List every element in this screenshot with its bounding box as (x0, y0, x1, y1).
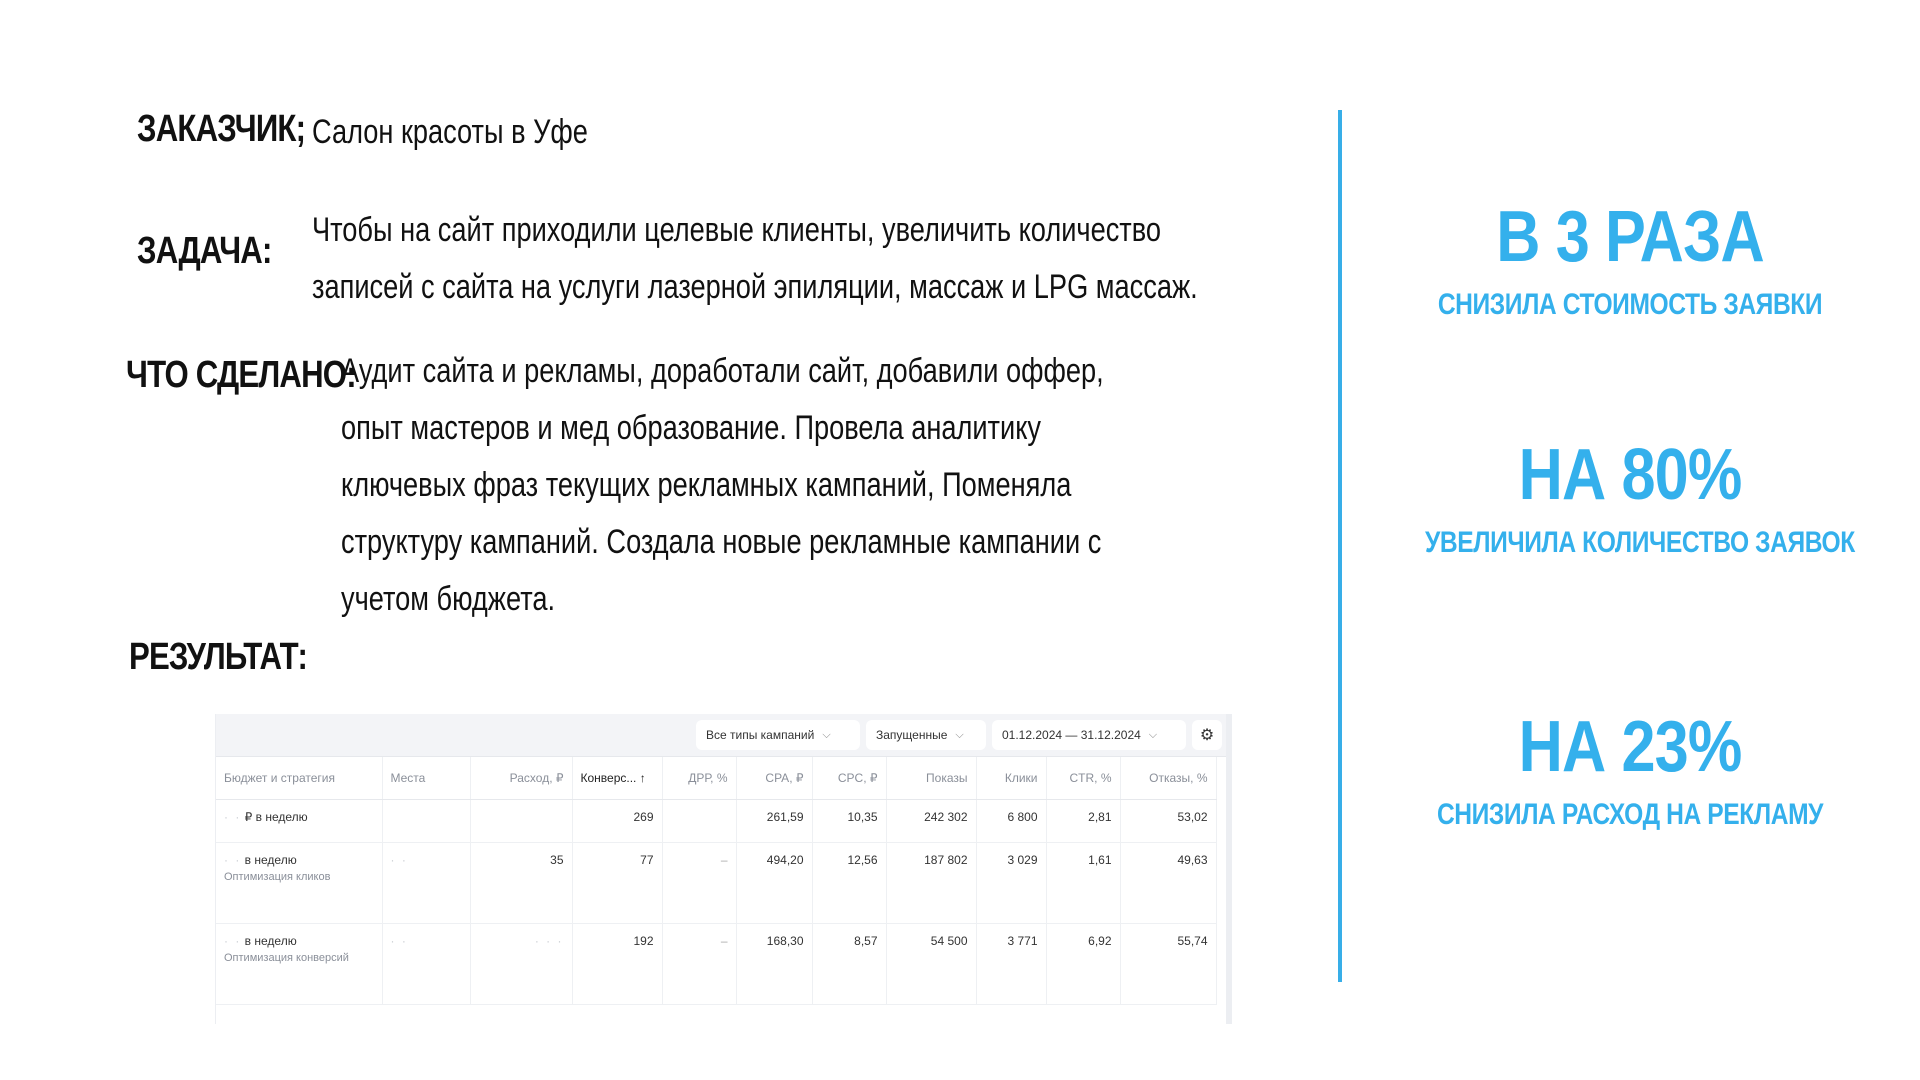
ctr-cell: 1,61 (1046, 843, 1120, 924)
budget-value: ₽ в неделю (244, 810, 308, 824)
result-label: РЕЗУЛЬТАТ: (129, 636, 308, 678)
col-header[interactable]: Расход, ₽ (470, 757, 572, 800)
col-header[interactable]: CPA, ₽ (736, 757, 812, 800)
places-cell (382, 843, 470, 924)
drr-cell: – (662, 843, 736, 924)
stat-value: НА 23% (1518, 707, 1742, 787)
col-header-label: Конверс... (580, 771, 637, 785)
status-select[interactable] (866, 720, 986, 750)
col-header[interactable]: Показы (886, 757, 976, 800)
bounce-cell: 53,02 (1120, 800, 1216, 843)
stat-block (1380, 706, 1880, 832)
table-toolbar (216, 714, 1226, 757)
client-label: ЗАКАЗЧИК; (137, 108, 306, 150)
stat-value: В 3 РАЗА (1496, 197, 1764, 277)
done-line: ключевых фраз текущих рекламных кампаний, Поменяла (341, 466, 1072, 504)
stat-caption: СНИЗИЛА СТОИМОСТЬ ЗАЯВКИ (1437, 288, 1823, 321)
redacted-text: · · (390, 934, 408, 948)
chevron-down-icon: ⌵ (1148, 728, 1158, 741)
budget-value: в неделю (244, 853, 297, 867)
conv-cell: 269 (572, 800, 662, 843)
task-line: Чтобы на сайт приходили целевые клиенты, увеличить количество (312, 211, 1162, 249)
budget-cell (216, 800, 382, 843)
bounce-cell: 49,63 (1120, 843, 1216, 924)
spend-cell (470, 924, 572, 1005)
col-header[interactable]: CPC, ₽ (812, 757, 886, 800)
col-header[interactable]: CTR, % (1046, 757, 1120, 800)
stat-value: НА 80% (1518, 435, 1742, 515)
redacted-text: · · (390, 853, 408, 867)
conv-cell: 77 (572, 843, 662, 924)
col-header[interactable]: ДРР, % (662, 757, 736, 800)
redacted-text: · · · (534, 934, 564, 948)
stat-block (1380, 434, 1880, 560)
campaign-stats-screenshot (215, 714, 1232, 1024)
redacted-text: · · (224, 853, 242, 867)
table-row[interactable] (216, 800, 1216, 843)
clicks-cell: 3 771 (976, 924, 1046, 1005)
drr-cell: – (662, 924, 736, 1005)
budget-cell (216, 924, 382, 1005)
cpc-cell: 10,35 (812, 800, 886, 843)
spend-cell (470, 800, 572, 843)
strategy-label: Оптимизация конверсий (224, 952, 349, 964)
places-cell (382, 800, 470, 843)
spend-cell: 35 (470, 843, 572, 924)
clicks-cell: 6 800 (976, 800, 1046, 843)
redacted-text: · · (224, 934, 242, 948)
strategy-label: Оптимизация кликов (224, 871, 331, 883)
done-label: ЧТО СДЕЛАНО: (126, 354, 356, 396)
table-row[interactable] (216, 924, 1216, 1005)
stat-caption: УВЕЛИЧИЛА КОЛИЧЕСТВО ЗАЯВОК (1425, 526, 1855, 559)
shows-cell: 54 500 (886, 924, 976, 1005)
budget-cell (216, 843, 382, 924)
task-line: записей с сайта на услуги лазерной эпиляции, массаж и LPG массаж. (312, 268, 1198, 306)
chevron-down-icon: ⌵ (822, 728, 831, 741)
chevron-down-icon: ⌵ (955, 728, 964, 741)
campaign-table (216, 757, 1217, 1005)
done-line: Аудит сайта и рекламы, доработали сайт, добавили оффер, (341, 352, 1104, 390)
bounce-cell: 55,74 (1120, 924, 1216, 1005)
client-text: Салон красоты в Уфе (312, 113, 588, 151)
cpc-cell: 12,56 (812, 843, 886, 924)
col-header-sorted[interactable] (572, 757, 662, 800)
shows-cell: 187 802 (886, 843, 976, 924)
col-header[interactable]: Отказы, % (1120, 757, 1216, 800)
col-header[interactable]: Клики (976, 757, 1046, 800)
cpa-cell: 168,30 (736, 924, 812, 1005)
col-header[interactable]: Места (382, 757, 470, 800)
ctr-cell: 6,92 (1046, 924, 1120, 1005)
gear-icon[interactable]: ⚙ (1192, 720, 1222, 750)
date-range-select[interactable] (992, 720, 1186, 750)
sort-asc-icon: ↑ (639, 771, 646, 785)
col-header[interactable]: Бюджет и стратегия (216, 757, 382, 800)
done-text (341, 343, 1104, 628)
stat-caption: СНИЗИЛА РАСХОД НА РЕКЛАМУ (1436, 798, 1824, 831)
date-range-value: 01.12.2024 — 31.12.2024 (1002, 728, 1141, 742)
table-row[interactable] (216, 843, 1216, 924)
drr-cell (662, 800, 736, 843)
ctr-cell: 2,81 (1046, 800, 1120, 843)
budget-value: в неделю (244, 934, 297, 948)
task-label: ЗАДАЧА: (137, 230, 272, 272)
places-cell (382, 924, 470, 1005)
cpc-cell: 8,57 (812, 924, 886, 1005)
vertical-divider (1338, 110, 1342, 982)
table-header-row (216, 757, 1216, 800)
clicks-cell: 3 029 (976, 843, 1046, 924)
status-value: Запущенные (876, 728, 948, 742)
task-text (312, 202, 1198, 316)
campaign-type-value: Все типы кампаний (706, 728, 815, 742)
done-line: учетом бюджета. (341, 580, 556, 618)
cpa-cell: 494,20 (736, 843, 812, 924)
done-line: опыт мастеров и мед образование. Провела аналитику (341, 409, 1042, 447)
shows-cell: 242 302 (886, 800, 976, 843)
redacted-text: · · (224, 810, 242, 824)
done-line: структуру кампаний. Создала новые рекламные кампании с (341, 523, 1102, 561)
stat-block (1380, 196, 1880, 322)
campaign-type-select[interactable] (696, 720, 860, 750)
conv-cell: 192 (572, 924, 662, 1005)
cpa-cell: 261,59 (736, 800, 812, 843)
